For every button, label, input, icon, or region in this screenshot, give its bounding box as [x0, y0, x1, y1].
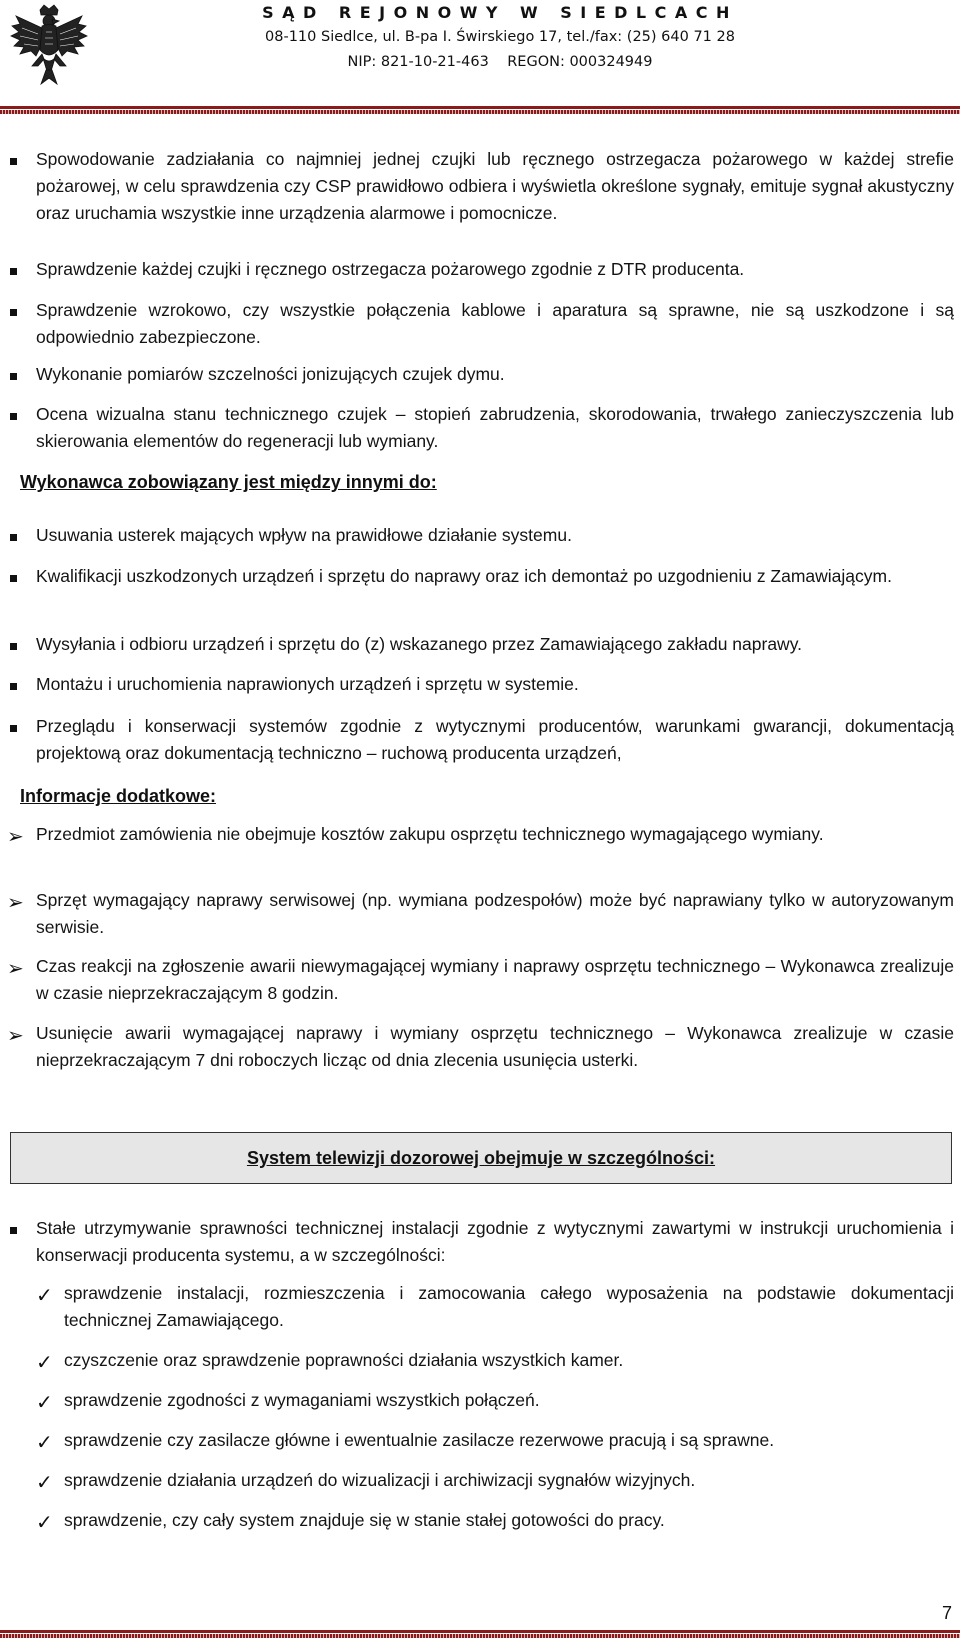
- arrow-bullet-icon: ➢: [7, 890, 24, 914]
- list-item: Spowodowanie zadziałania co najmniej jednej czujki lub ręcznego ostrzegacza pożarowego w każdej strefie pożarowej, w celu sprawdzenia czy CSP prawidłowo odbiera i wyświetla określone sygnały, emituje sygnał akustyczny oraz uruchamia wszystkie inne urządzenia alarmowe i pomocnicze.: [36, 149, 954, 223]
- checklist-item: sprawdzenie działania urządzeń do wizualizacji i archiwizacji sygnałów wizyjnych.: [64, 1470, 696, 1490]
- footer-rule-pattern: [0, 1634, 960, 1638]
- square-bullet-icon: [0, 405, 22, 427]
- list-item: Sprawdzenie wzrokowo, czy wszystkie połączenia kablowe i aparatura są sprawne, nie są uszkodzone i są odpowiednio zabezpieczone.: [36, 300, 954, 347]
- list-item: Kwalifikacji uszkodzonych urządzeń i sprzętu do naprawy oraz ich demontaż po uzgodnieniu z Zamawiającym.: [36, 566, 892, 586]
- square-bullet-icon: [0, 365, 22, 387]
- checklist-item: czyszczenie oraz sprawdzenie poprawności działania wszystkich kamer.: [64, 1350, 624, 1370]
- list-item: Wykonanie pomiarów szczelności jonizujących czujek dymu.: [36, 364, 505, 384]
- list-item: Sprzęt wymagający naprawy serwisowej (np. wymiana podzespołów) może być naprawiany tylko w autoryzowanym serwisie.: [36, 890, 954, 937]
- square-bullet-icon: [0, 1219, 22, 1241]
- section-title-box: [10, 1132, 952, 1184]
- checkmark-icon: ✓: [36, 1510, 53, 1534]
- list-item: Stałe utrzymywanie sprawności technicznej instalacji zgodnie z wytycznymi zawartymi w instrukcji uruchomienia i konserwacji producenta systemu, a w szczególności:: [36, 1218, 954, 1265]
- court-ids: NIP: 821-10-21-463 REGON: 000324949: [347, 54, 653, 70]
- page-number: 7: [941, 1603, 952, 1623]
- checklist-item: sprawdzenie, czy cały system znajduje się w stanie stałej gotowości do pracy.: [64, 1510, 665, 1530]
- footer-rule: [0, 1630, 960, 1633]
- list-item: Przeglądu i konserwacji systemów zgodnie z wytycznymi producentów, warunkami gwarancji, dokumentacją projektową oraz dokumentacją techniczno – ruchową producenta urządzeń,: [36, 716, 954, 763]
- square-bullet-icon: [0, 526, 22, 548]
- square-bullet-icon: [0, 675, 22, 697]
- checkmark-icon: ✓: [36, 1390, 53, 1414]
- list-item: Ocena wizualna stanu technicznego czujek – stopień zabrudzenia, skorodowania, trwałego zanieczyszczenia lub skierowania elementów do regeneracji lub wymiany.: [36, 404, 954, 451]
- square-bullet-icon: [0, 260, 22, 282]
- square-bullet-icon: [0, 301, 22, 323]
- checkmark-icon: ✓: [36, 1350, 53, 1374]
- list-item: Przedmiot zamówienia nie obejmuje kosztów zakupu osprzętu technicznego wymagającego wymiany.: [36, 824, 824, 844]
- list-item: Usunięcie awarii wymagającej naprawy i wymiany osprzętu technicznego – Wykonawca zrealizuje w czasie nieprzekraczającym 7 dni roboczych licząc od dnia zlecenia usunięcia usterki.: [36, 1023, 954, 1070]
- square-bullet-icon: [0, 635, 22, 657]
- contractor-heading: Wykonawca zobowiązany jest między innymi do:: [20, 472, 437, 492]
- list-item: Czas reakcji na zgłoszenie awarii niewymagającej wymiany i naprawy osprzętu technicznego – Wykonawca zrealizuje w czasie nieprzekraczającym 8 godzin.: [36, 956, 954, 1003]
- square-bullet-icon: [0, 567, 22, 589]
- arrow-bullet-icon: ➢: [7, 1023, 24, 1047]
- court-address: 08-110 Siedlce, ul. B-pa I. Świrskiego 17, tel./fax: (25) 640 71 28: [265, 29, 735, 45]
- list-item: Wysyłania i odbioru urządzeń i sprzętu do (z) wskazanego przez Zamawiającego zakładu naprawy.: [36, 634, 803, 654]
- arrow-bullet-icon: ➢: [7, 824, 24, 848]
- additional-info-heading: Informacje dodatkowe:: [20, 786, 217, 806]
- square-bullet-icon: [0, 717, 22, 739]
- cctv-section-title: System telewizji dozorowej obejmuje w szczególności:: [246, 1148, 716, 1168]
- checkmark-icon: ✓: [36, 1283, 53, 1307]
- checklist-item: sprawdzenie czy zasilacze główne i ewentualnie zasilacze rezerwowe pracują i są sprawne.: [64, 1430, 775, 1450]
- list-item: Sprawdzenie każdej czujki i ręcznego ostrzegacza pożarowego zgodnie z DTR producenta.: [36, 259, 745, 279]
- list-item: Usuwania usterek mających wpływ na prawidłowe działanie systemu.: [36, 525, 572, 545]
- square-bullet-icon: [0, 150, 22, 172]
- checkmark-icon: ✓: [36, 1430, 53, 1454]
- arrow-bullet-icon: ➢: [7, 956, 24, 980]
- checkmark-icon: ✓: [36, 1470, 53, 1494]
- list-item: Montażu i uruchomienia naprawionych urządzeń i sprzętu w systemie.: [36, 674, 579, 694]
- court-name: SĄD REJONOWY W SIEDLCACH: [262, 3, 738, 22]
- checklist-item: sprawdzenie instalacji, rozmieszczenia i zamocowania całego wyposażenia na podstawie dokumentacji technicznej Zamawiającego.: [64, 1283, 954, 1330]
- checklist-item: sprawdzenie zgodności z wymaganiami wszystkich połączeń.: [64, 1390, 540, 1410]
